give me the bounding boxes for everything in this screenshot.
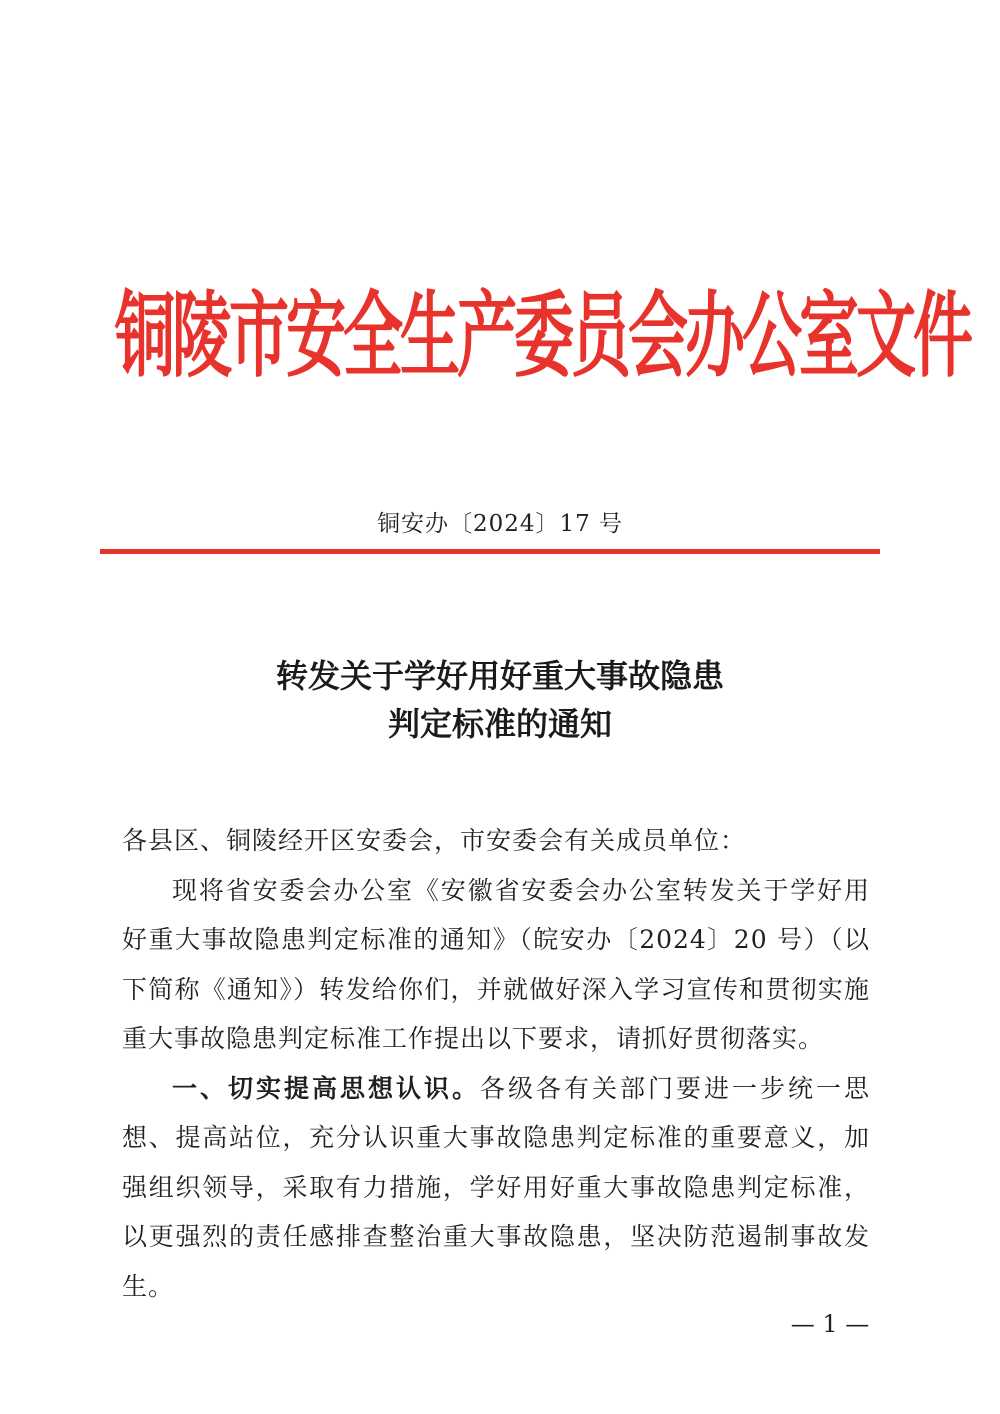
document-number: 铜安办〔2024〕17 号: [376, 511, 624, 537]
notice-title-line-1: 转发关于学好用好重大事故隐患: [275, 657, 724, 695]
notice-title: [0, 652, 1000, 748]
section-1-text: 各级各有关部门要进一步统一思想、提高站位，充分认识重大事故隐患判定标准的重要意义，加强组织领导，采取有力措施，学好用好重大事故隐患判定标准，以更强烈的责任感排查整治重大事故隐患，坚决防范遏制事故发生。: [122, 1073, 870, 1301]
document-body: [122, 816, 870, 1311]
section-1-heading: 一、切实提高思想认识。: [172, 1073, 480, 1103]
masthead-title: 铜陵市安全生产委员会办公室文件: [115, 282, 970, 392]
addressee: 各县区、铜陵经开区安委会，市安委会有关成员单位：: [122, 826, 747, 855]
page-number: — 1 —: [790, 1310, 870, 1338]
paragraph-section-1: [122, 1064, 870, 1312]
notice-title-line-2: 判定标准的通知: [387, 705, 612, 743]
red-divider-line: [100, 549, 880, 554]
paragraph-intro: 现将省安委会办公室《安徽省安委会办公室转发关于学好用好重大事故隐患判定标准的通知》（皖安办〔2024〕20 号）（以下简称《通知》）转发给你们，并就做好深入学习宣传和贯彻实施重大事故隐患判定标准工作提出以下要求，请抓好贯彻落实。: [122, 875, 870, 1053]
